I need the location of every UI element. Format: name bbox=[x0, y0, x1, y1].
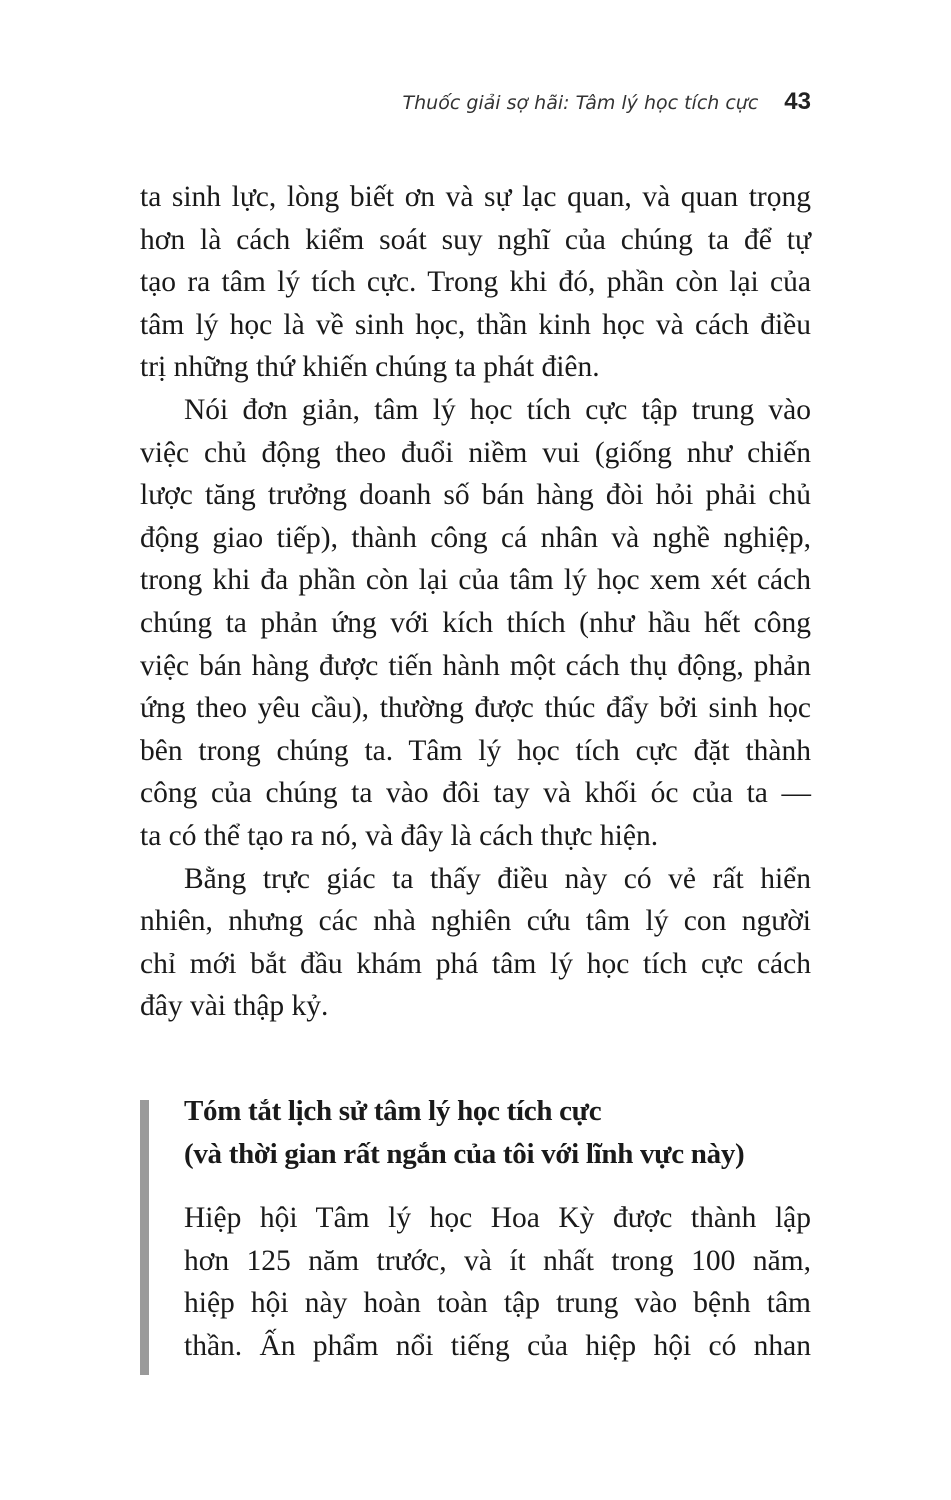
text-line: ta có thể tạo ra nó, và đây là cách thực hiện. bbox=[140, 819, 659, 852]
text-line: hơn là cách kiểm soát suy nghĩ của chúng ta để tự bbox=[140, 223, 811, 256]
sidebar-box bbox=[140, 1095, 811, 1375]
text-line: lược tăng trưởng doanh số bán hàng đòi hỏi phải chủ bbox=[140, 479, 811, 512]
text-line: Nói đơn giản, tâm lý học tích cực tập trung vào bbox=[184, 393, 811, 426]
paragraph bbox=[140, 176, 811, 389]
text-line: tâm lý học là về sinh học, thần kinh học và cách điều bbox=[140, 308, 811, 341]
text-line: chỉ mới bắt đầu khám phá tâm lý học tích cực cách bbox=[140, 947, 811, 980]
text-line: Bằng trực giác ta thấy điều này có vẻ rất hiển bbox=[184, 862, 811, 895]
sidebar-body bbox=[184, 1197, 811, 1367]
text-line: tạo ra tâm lý tích cực. Trong khi đó, phần còn lại của bbox=[140, 266, 811, 299]
text-line: hơn 125 năm trước, và ít nhất trong 100 năm, bbox=[184, 1244, 811, 1277]
text-line: nhiên, nhưng các nhà nghiên cứu tâm lý con người bbox=[140, 905, 811, 938]
text-line: công của chúng ta vào đôi tay và khối óc của ta — bbox=[140, 777, 811, 810]
text-line: chúng ta phản ứng với kích thích (như hầu hết công bbox=[140, 606, 811, 639]
text-line: việc bán hàng được tiến hành một cách thụ động, phản bbox=[140, 649, 811, 682]
body-text bbox=[140, 176, 811, 1028]
running-title: Thuốc giải sợ hãi: Tâm lý học tích cực bbox=[402, 92, 759, 114]
page-number: 43 bbox=[784, 88, 811, 115]
text-line: hiệp hội này hoàn toàn tập trung vào bệnh tâm bbox=[184, 1287, 811, 1320]
running-header bbox=[403, 88, 811, 116]
sidebar-heading bbox=[184, 1090, 811, 1175]
text-line: động giao tiếp), thành công cá nhân và nghề nghiệp, bbox=[140, 521, 811, 554]
paragraph bbox=[140, 858, 811, 1028]
heading-line: (và thời gian rất ngắn của tôi với lĩnh vực này) bbox=[184, 1137, 745, 1170]
text-line: ta sinh lực, lòng biết ơn và sự lạc quan, và quan trọng bbox=[140, 181, 811, 213]
text-line: đây vài thập kỷ. bbox=[140, 990, 329, 1023]
text-line: bên trong chúng ta. Tâm lý học tích cực đặt thành bbox=[140, 734, 811, 767]
text-line: trị những thứ khiến chúng ta phát điên. bbox=[140, 351, 600, 384]
text-line: Hiệp hội Tâm lý học Hoa Kỳ được thành lập bbox=[184, 1202, 811, 1235]
text-line: trong khi đa phần còn lại của tâm lý học xem xét cách bbox=[140, 564, 811, 597]
paragraph bbox=[140, 389, 811, 858]
sidebar-accent-bar bbox=[140, 1100, 149, 1375]
text-line: ứng theo yêu cầu), thường được thúc đẩy bởi sinh học bbox=[140, 692, 811, 725]
heading-line: Tóm tắt lịch sử tâm lý học tích cực bbox=[184, 1095, 602, 1127]
text-line: việc chủ động theo đuổi niềm vui (giống như chiến bbox=[140, 436, 811, 469]
text-line: thần. Ấn phẩm nổi tiếng của hiệp hội có nhan bbox=[184, 1329, 811, 1362]
